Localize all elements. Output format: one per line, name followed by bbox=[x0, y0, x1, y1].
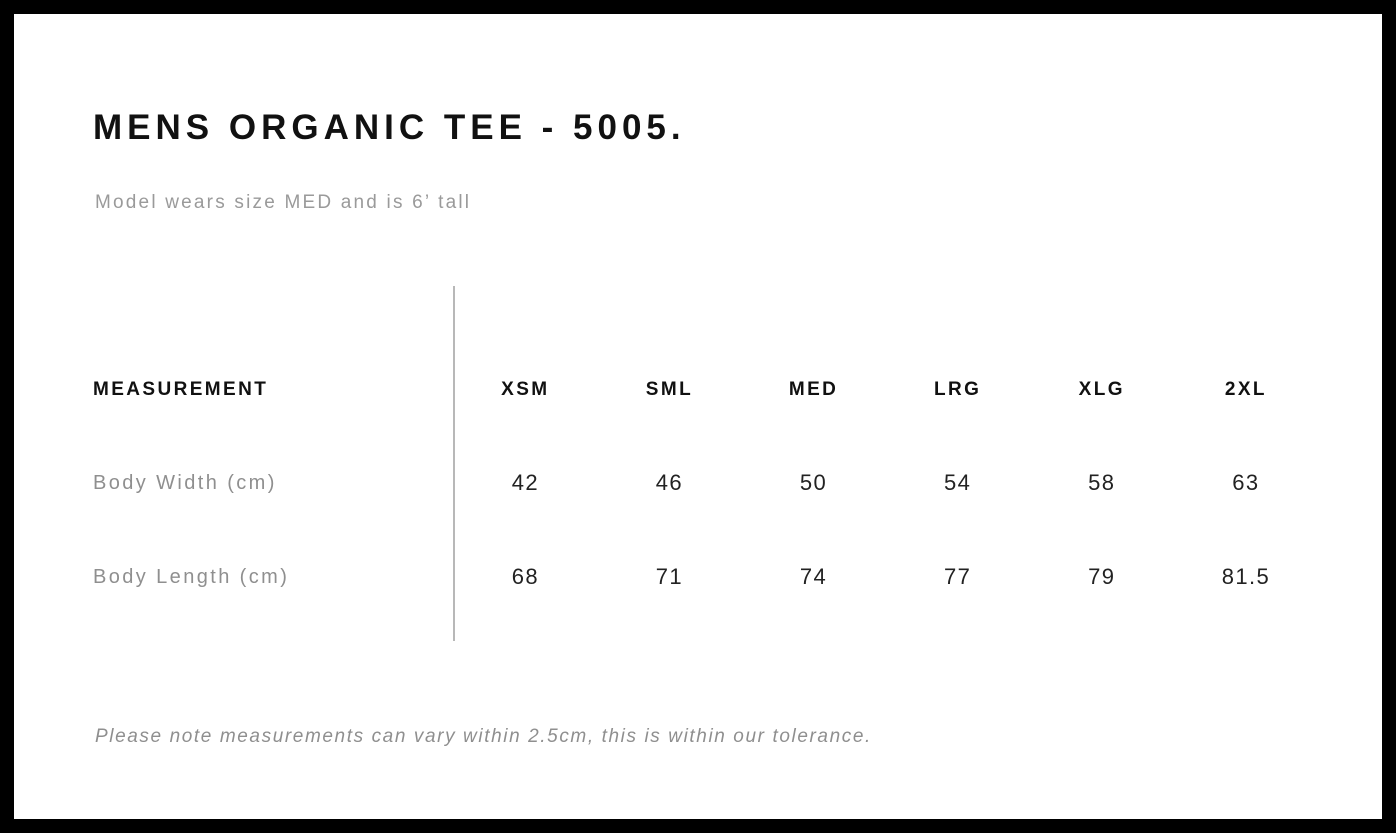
row-label-body-length: Body Length (cm) bbox=[93, 565, 290, 588]
cell-body-width-med: 50 bbox=[799, 470, 828, 495]
cell-body-width-sml: 46 bbox=[655, 470, 684, 495]
table-row bbox=[93, 530, 1318, 624]
model-info-subtitle: Model wears size MED and is 6’ tall bbox=[95, 192, 472, 213]
cell-body-width-2xl: 63 bbox=[1232, 470, 1260, 495]
column-header-2xl: 2XL bbox=[1224, 379, 1267, 400]
cell-body-length-xsm: 68 bbox=[511, 564, 539, 589]
column-header-sml: SML bbox=[645, 379, 694, 400]
cell-body-width-lrg: 54 bbox=[944, 470, 972, 495]
column-header-measurement: MEASUREMENT bbox=[93, 379, 269, 400]
column-header-xsm: XSM bbox=[501, 379, 550, 400]
size-chart-table bbox=[93, 344, 1318, 624]
row-label-body-width: Body Width (cm) bbox=[93, 471, 277, 494]
column-header-xlg: XLG bbox=[1078, 379, 1125, 400]
cell-body-length-med: 74 bbox=[799, 564, 828, 589]
tolerance-footnote: Please note measurements can vary within 2.5cm, this is within our tolerance. bbox=[95, 726, 872, 747]
cell-body-length-sml: 71 bbox=[655, 564, 684, 589]
column-header-lrg: LRG bbox=[934, 379, 982, 400]
cell-body-width-xsm: 42 bbox=[511, 470, 539, 495]
cell-body-length-xlg: 79 bbox=[1088, 564, 1116, 589]
table-row bbox=[93, 436, 1318, 530]
cell-body-length-2xl: 81.5 bbox=[1221, 564, 1271, 589]
size-chart-page bbox=[14, 14, 1382, 819]
column-header-med: MED bbox=[788, 379, 839, 400]
cell-body-width-xlg: 58 bbox=[1088, 470, 1116, 495]
cell-body-length-lrg: 77 bbox=[944, 564, 972, 589]
content-area bbox=[93, 14, 1342, 819]
table-header-row bbox=[93, 344, 1318, 436]
page-title: MENS ORGANIC TEE - 5005. bbox=[93, 108, 686, 147]
